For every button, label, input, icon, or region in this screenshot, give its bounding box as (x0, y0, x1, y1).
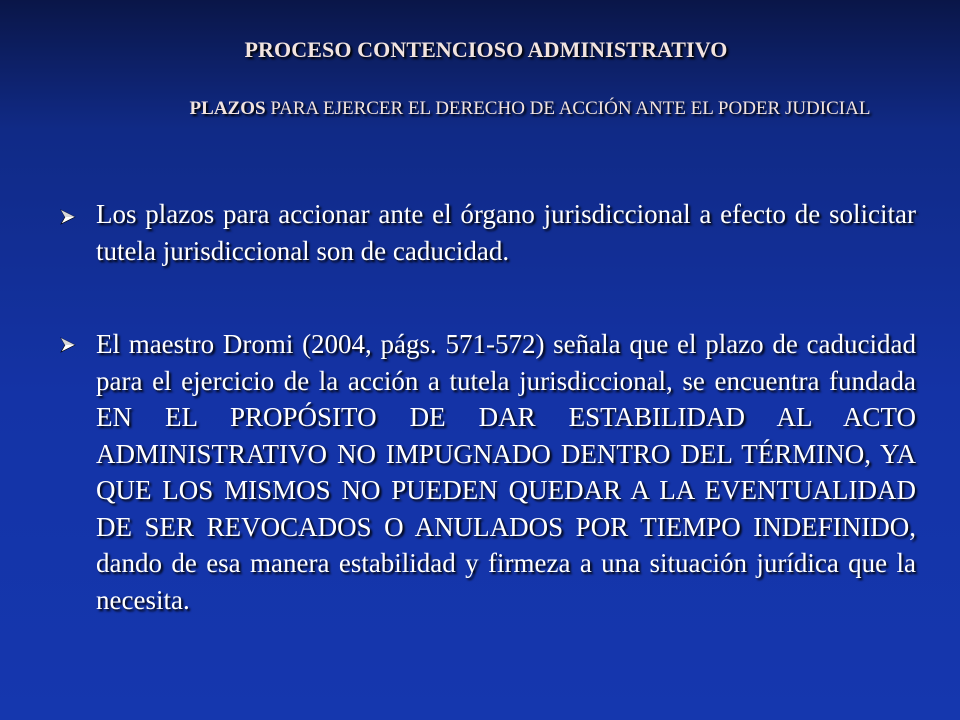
bullet-text-1: Los plazos para accionar ante el órgano jurisdiccional a efecto de solicitar tutela jurisdiccional son de caducidad. (96, 199, 916, 266)
slide-subtitle (140, 96, 920, 121)
arrowhead-bullet-icon (60, 209, 76, 225)
subtitle-rest: PARA EJERCER EL DERECHO DE ACCIÓN ANTE EL PODER JUDICIAL (265, 98, 871, 119)
slide-title: PROCESO CONTENCIOSO ADMINISTRATIVO (244, 37, 728, 62)
bullet-text-2: El maestro Dromi (2004, págs. 571-572) señala que el plazo de caducidad para el ejercicio de la acción a tutela jurisdiccional, se encuentra fundada EN EL PROPÓSITO DE DAR ESTABILIDAD AL ACTO ADMINISTRATIVO NO IMPUGNADO DENTRO DEL TÉRMINO, YA QUE LOS MISMOS NO PUEDEN QUEDAR A LA EVENTUALIDAD DE SER REVOCADOS O ANULADOS POR TIEMPO INDEFINIDO, dando de esa manera estabilidad y firmeza a una situación jurídica que la necesita. (96, 329, 916, 615)
arrowhead-bullet-icon (60, 337, 76, 353)
subtitle-bold-word: PLAZOS (189, 98, 266, 119)
